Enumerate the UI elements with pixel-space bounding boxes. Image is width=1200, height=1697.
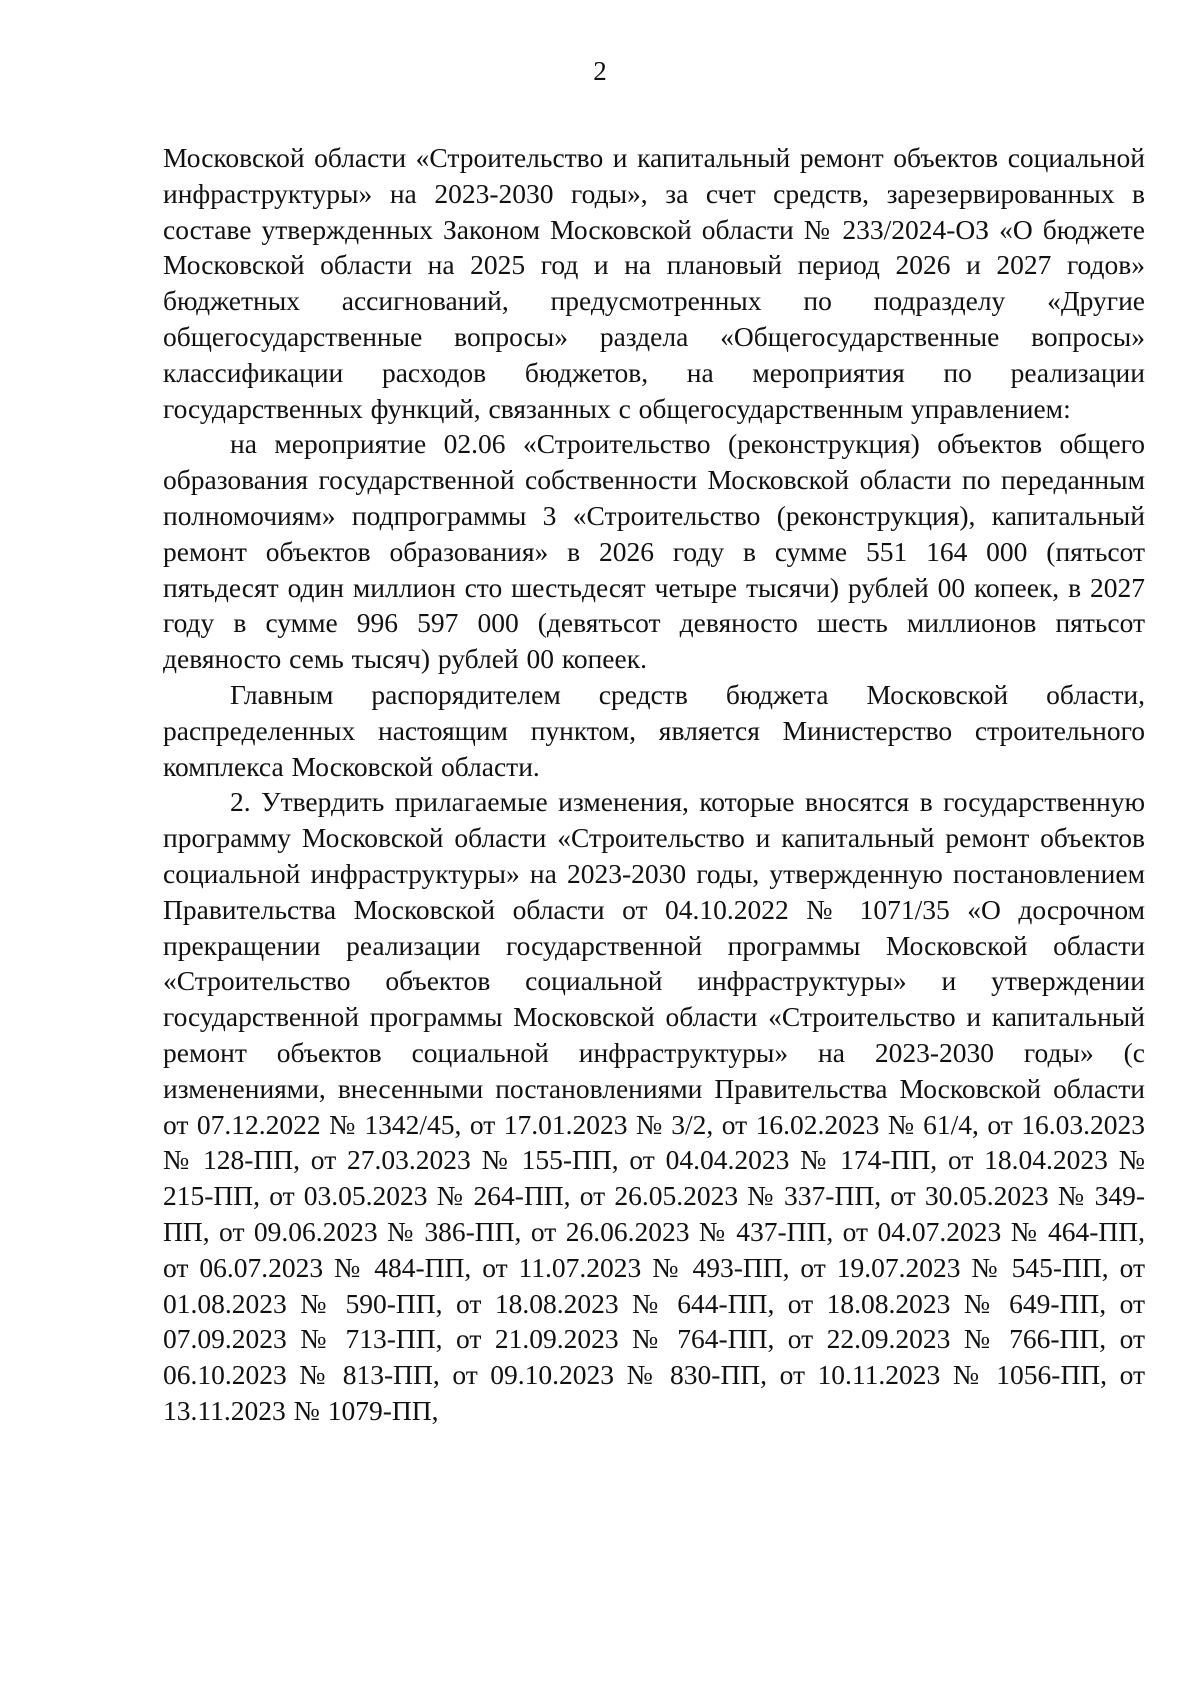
paragraph-chief-administrator: Главным распорядителем средств бюджета Московской области, распределенных настоящим пунктом, является Министерство строительного комплекса Московской области. (163, 678, 1145, 782)
page-number: 2 (593, 56, 607, 86)
document-body (163, 140, 1145, 1429)
paragraph-item-2-approve-changes: 2. Утвердить прилагаемые изменения, которые вносятся в государственную программу Московской области «Строительство и капитальный ремонт объектов социальной инфраструктуры» на 2023-2030 годы, утвержденную постановлением Правительства Московской области от 04.10.2022 № 1071/35 «О досрочном прекращении реализации государственной программы Московской области «Строительство объектов социальной инфраструктуры» и утверждении государственной программы Московской области «Строительство и капитальный ремонт объектов социальной инфраструктуры» на 2023-2030 годы» (с изменениями, внесенными постановлениями Правительства Московской области от 07.12.2022 № 1342/45, от 17.01.2023 № 3/2, от 16.02.2023 № 61/4, от 16.03.2023 № 128-ПП, от 27.03.2023 № 155-ПП, от 04.04.2023 № 174-ПП, от 18.04.2023 № 215-ПП, от 03.05.2023 № 264-ПП, от 26.05.2023 № 337-ПП, от 30.05.2023 № 349-ПП, от 09.06.2023 № 386-ПП, от 26.06.2023 № 437-ПП, от 04.07.2023 № 464-ПП, от 06.07.2023 № 484-ПП, от 11.07.2023 № 493-ПП, от 19.07.2023 № 545-ПП, от 01.08.2023 № 590-ПП, от 18.08.2023 № 644-ПП, от 18.08.2023 № 649-ПП, от 07.09.2023 № 713-ПП, от 21.09.2023 № 764-ПП, от 22.09.2023 № 766-ПП, от 06.10.2023 № 813-ПП, от 09.10.2023 № 830-ПП, от 10.11.2023 № 1056-ПП, от 13.11.2023 № 1079-ПП, (163, 786, 1145, 1426)
paragraph-measure-02-06: на мероприятие 02.06 «Строительство (реконструкция) объектов общего образования государственной собственности Московской области по переданным полномочиям» подпрограммы 3 «Строительство (реконструкция), капитальный ремонт объектов образования» в 2026 году в сумме 551 164 000 (пятьсот пятьдесят один миллион сто шестьдесят четыре тысячи) рублей 00 копеек, в 2027 году в сумме 996 597 000 (девятьсот девяносто шесть миллионов пятьсот девяносто семь тысяч) рублей 00 копеек. (163, 428, 1145, 675)
paragraph-budget-allocation: Московской области «Строительство и капитальный ремонт объектов социальной инфраструктуры» на 2023-2030 годы», за счет средств, зарезервированных в составе утвержденных Законом Московской области № 233/2024-ОЗ «О бюджете Московской области на 2025 год и на плановый период 2026 и 2027 годов» бюджетных ассигнований, предусмотренных по подразделу «Другие общегосударственные вопросы» раздела «Общегосударственные вопросы» классификации расходов бюджетов, на мероприятия по реализации государственных функций, связанных с общегосударственным управлением: (163, 142, 1145, 424)
